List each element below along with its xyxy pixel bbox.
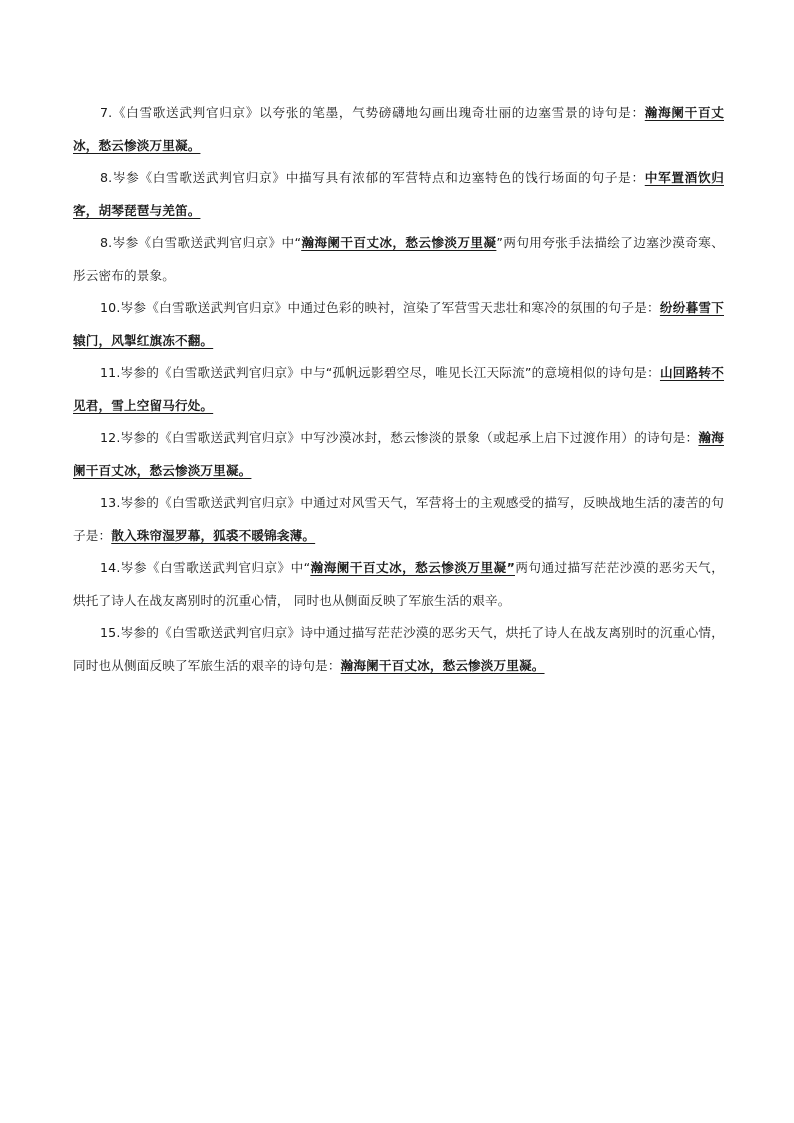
question-text-after: 两句通过描写茫茫沙漠的恶劣天气， 烘托了诗人在战友离别时的沉重心情， 同时也从侧面反映了军旅生活的艰辛。 — [73, 560, 724, 608]
answer-text: 中军置酒饮归客，胡琴琵琶与羌笛。 — [73, 170, 724, 218]
answer-text: 瀚海阑干百丈冰，愁云惨淡万里凝。 — [73, 430, 724, 478]
answer-text: 山回路转不见君，雪上空留马行处。 — [73, 365, 725, 413]
answer-text: 瀚海阑干百丈冰，愁云惨淡万里凝。 — [340, 657, 545, 673]
question-item-14 — [73, 552, 724, 617]
question-item-13 — [73, 487, 724, 552]
question-item-8a — [73, 162, 724, 227]
question-text: 8.岑参《白雪歌送武判官归京》中“ — [100, 235, 302, 250]
question-text: 14.岑参《白雪歌送武判官归京》中“ — [100, 560, 311, 575]
question-text: 13.岑参的《白雪歌送武判官归京》中通过对风雪天气，军营将士的主观感受的描写，反映战地生活的凄苦的句子是： — [73, 495, 724, 543]
question-item-7 — [73, 97, 724, 162]
question-item-11 — [73, 357, 724, 422]
question-item-8b — [73, 227, 724, 292]
answer-text: 瀚海阑干百丈冰，愁云惨淡万里凝 — [301, 235, 497, 250]
question-text-after: ”两句用夸张手法描绘了边塞沙漠奇寒、 彤云密布的景象。 — [73, 235, 724, 283]
question-item-12 — [73, 422, 724, 487]
question-text: 11.岑参的《白雪歌送武判官归京》中与“孤帆远影碧空尽，唯见长江天际流”的意境相似的诗句是： — [100, 365, 660, 380]
answer-text: 瀚海阑干百丈冰，愁云惨淡万里凝。 — [73, 105, 724, 153]
question-item-15 — [73, 617, 724, 682]
question-text: 8.岑参《白雪歌送武判官归京》中描写具有浓郁的军营特点和边塞特色的饯行场面的句子是： — [100, 170, 645, 185]
answer-text: 散入珠帘湿罗幕，狐裘不暖锦衾薄。 — [111, 527, 316, 543]
question-text: 10.岑参《白雪歌送武判官归京》中通过色彩的映衬，渲染了军营雪天悲壮和寒冷的氛围的句子是： — [100, 300, 660, 315]
question-text: 12.岑参的《白雪歌送武判官归京》中写沙漠冰封，愁云惨淡的景象（或起承上启下过渡作用）的诗句是： — [100, 430, 699, 445]
question-text: 7.《白雪歌送武判官归京》以夸张的笔墨，气势磅礴地勾画出瑰奇壮丽的边塞雪景的诗句是： — [100, 105, 645, 120]
question-text: 15.岑参的《白雪歌送武判官归京》诗中通过描写茫茫沙漠的恶劣天气，烘托了诗人在战友离别时的沉重心情，同时也从侧面反映了军旅生活的艰辛的诗句是： — [73, 625, 724, 673]
answer-text: 纷纷暮雪下辕门，风掣红旗冻不翻。 — [73, 300, 724, 348]
answer-text: 瀚海阑干百丈冰，愁云惨淡万里凝” — [310, 560, 515, 575]
question-item-10 — [73, 292, 724, 357]
